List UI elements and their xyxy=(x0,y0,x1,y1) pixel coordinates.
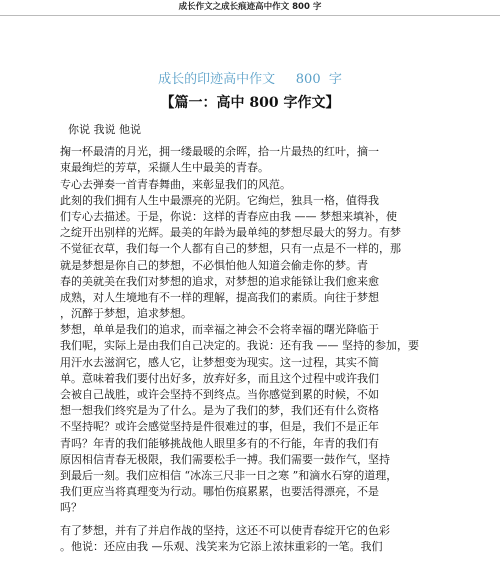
body-line: 春的美就美在我们对梦想的追求，对梦想的追求能铩让我们愈来愈 xyxy=(60,274,379,288)
body-line: 们专心去描述。于是，你说：这样的青春应由我 —— 梦想来填补，使 xyxy=(60,209,397,223)
body-line: 用汗水去滋润它，感人它，让梦想变为现实。这一过程，其实不简 xyxy=(60,355,379,369)
body-line: 梦想，单单是我们的追求，而幸福之神会不会将幸福的曙光降临于 xyxy=(60,323,379,337)
body-line: 。他说：还应由我 —乐观、浅笑来为它添上浓抹重彩的一笔。我们 xyxy=(60,539,383,553)
body-line: 之绽开出别样的光辉。最美的年龄为最单纯的梦想尽最大的努力。有梦 xyxy=(60,226,401,240)
body-line: 成熟，对人生境地有不一样的理解，提高我们的素质。向往于梦想 xyxy=(60,290,379,304)
body-line: 吗？ xyxy=(60,501,82,515)
body-line: 有了梦想，并有了并启作战的坚持，这还不可以使青春绽开它的色彩 xyxy=(60,523,390,537)
body-line: 此刻的我们拥有人生中最漂亮的光阴。它绚烂，独具一格，值得我 xyxy=(60,193,379,207)
body-line: 束最绚烂的芳草，采撷人生中最美的青春。 xyxy=(60,161,269,175)
body-line: 单。意味着我们要付出好多，放弃好多，而且这个过程中或许我们 xyxy=(60,371,379,385)
document-body xyxy=(60,122,448,555)
body-line: 你说 我说 他说 xyxy=(68,123,141,136)
body-line: 到最后一刻。我们应相信 “冰冻三尺非一日之寒 ”和滴水石穿的道理， xyxy=(60,468,398,482)
body-line: 掬一杯最清的月光，拥一缕最暖的余晖，拾一片最热的红叶，摘一 xyxy=(60,145,379,159)
document-title: 成长的印迹高中作文 800 字 xyxy=(158,72,342,87)
document-header-title: 成长作文之成长痕迹高中作文 800 字 xyxy=(178,2,322,12)
body-line: 就是梦想是你自己的梦想，不必惧怕他人知道会偷走你的梦。青 xyxy=(60,258,368,272)
body-line: ，沉醉于梦想，追求梦想。 xyxy=(60,307,192,321)
body-line: 青吗？年青的我们能够挑战他人眼里多有的不行能，年青的我们有 xyxy=(60,436,379,450)
body-line: 想一想我们终究是为了什么。是为了我们的梦，我们还有什么资格 xyxy=(60,404,379,418)
body-line: 不坚持呢？或许会感觉坚持是件很难过的事，但是，我们不是正年 xyxy=(60,420,379,434)
header-divider xyxy=(0,15,500,16)
body-line: 会被自己战胜，或许会坚持不到终点。当你感觉到累的时候，不如 xyxy=(60,388,379,401)
body-line: 我们更应当将真理变为行动。哪怕伤痕累累，也要活得漂亮，不是 xyxy=(60,485,379,499)
body-line: 专心去弹奏一首青春舞曲，来彰显我们的风范。 xyxy=(60,177,291,191)
document-subtitle: 【篇一：高中 800 字作文】 xyxy=(160,95,340,111)
body-line: 不觉征衣草，我们每一个人都有自己的梦想，只有一点是不一样的，那 xyxy=(60,242,401,256)
body-line: 原因相信青春无极限，我们需要松手一搏。我们需要一鼓作气，坚持 xyxy=(60,452,390,466)
body-line: 我们呢，实际上是由我们自己决定的。我说：还有我 —— 坚持的参加，要 xyxy=(60,339,419,353)
